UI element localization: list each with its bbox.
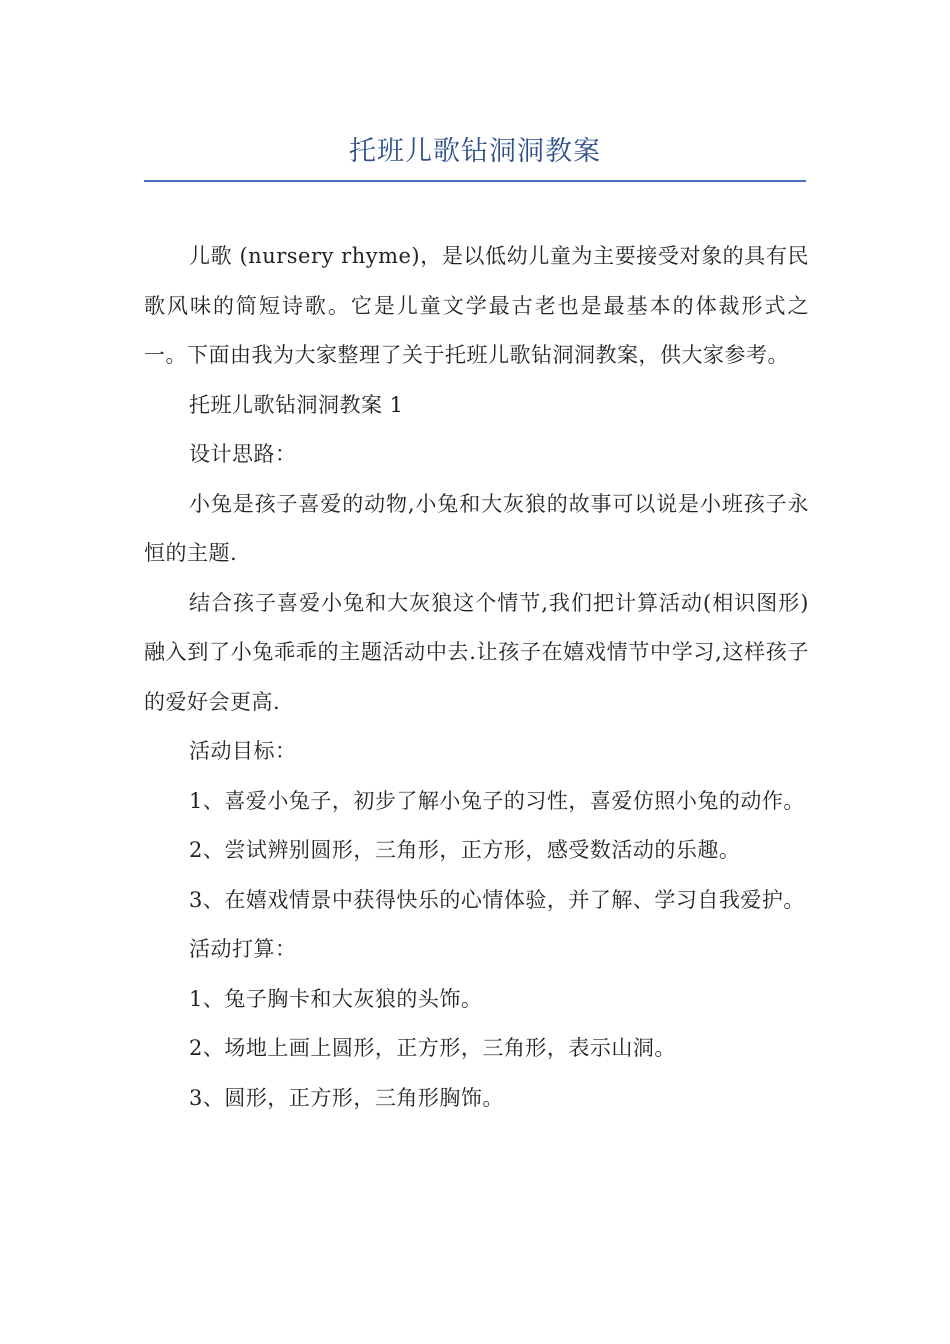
preparation-item-3: 3、圆形，正方形，三角形胸饰。 (189, 1085, 504, 1110)
intro-paragraph: 儿歌 (nursery rhyme)，是以低幼儿童为主要接受对象的具有民歌风味的简短诗歌。它是儿童文学最古老也是最基本的体裁形式之一。下面由我为大家整理了关于托班儿歌钻洞洞教案，供大家参考。 (144, 244, 809, 367)
section-heading-goals: 活动目标： (189, 739, 297, 763)
title-underline (144, 180, 806, 182)
design-paragraph-1: 小兔是孩子喜爱的动物,小兔和大灰狼的故事可以说是小班孩子永恒的主题. (144, 491, 809, 565)
preparation-item-2: 2、场地上画上圆形，正方形，三角形，表示山洞。 (189, 1036, 676, 1060)
document-body (144, 232, 809, 1123)
design-paragraph-2: 结合孩子喜爱小兔和大灰狼这个情节,我们把计算活动(相识图形)融入到了小兔乖乖的主题活动中去.让孩子在嬉戏情节中学习,这样孩子的爱好会更高. (144, 590, 809, 714)
goal-item-1: 1、喜爱小兔子，初步了解小兔子的习性，喜爱仿照小兔的动作。 (189, 788, 805, 813)
goal-item-2: 2、尝试辨别圆形，三角形，正方形，感受数活动的乐趣。 (189, 838, 741, 862)
goal-item-3: 3、在嬉戏情景中获得快乐的心情体验，并了解、学习自我爱护。 (189, 887, 805, 912)
section-heading-design: 设计思路： (189, 442, 297, 466)
section-heading-lesson-1: 托班儿歌钻洞洞教案 1 (189, 392, 404, 417)
document-title: 托班儿歌钻洞洞教案 (349, 136, 601, 167)
section-heading-preparation: 活动打算： (189, 937, 297, 961)
preparation-item-1: 1、兔子胸卡和大灰狼的头饰。 (189, 986, 483, 1011)
